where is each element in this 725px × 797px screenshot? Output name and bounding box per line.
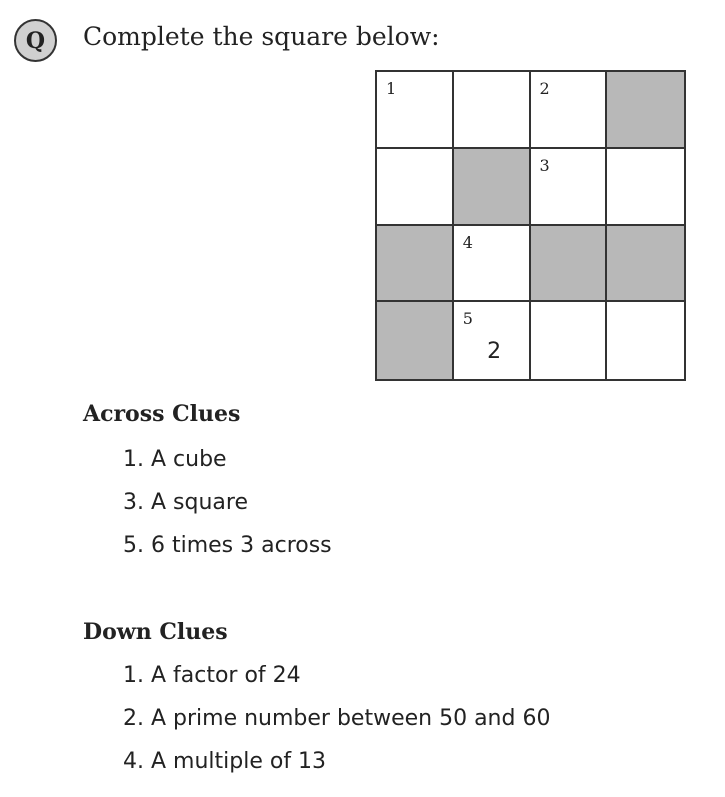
- shaded-cell: [607, 72, 684, 149]
- shaded-cell: [377, 226, 454, 303]
- across-clue-3: 3. A square: [123, 490, 248, 515]
- grid-cell[interactable]: [531, 149, 608, 226]
- grid-cell[interactable]: [607, 149, 684, 226]
- grid-cell[interactable]: [377, 149, 454, 226]
- grid-cell[interactable]: [531, 72, 608, 149]
- across-clue-5: 5. 6 times 3 across: [123, 533, 332, 558]
- across-clues-heading: Across Clues: [83, 401, 241, 427]
- cell-number: 1: [386, 79, 397, 98]
- cell-number: 4: [462, 232, 473, 252]
- down-clues-heading: Down Clues: [83, 619, 228, 645]
- across-clue-1: 1. A cube: [123, 447, 227, 472]
- cell-number: 3: [539, 155, 550, 175]
- grid-cell[interactable]: [531, 302, 608, 379]
- grid-cell[interactable]: [454, 72, 531, 149]
- grid-cell[interactable]: [454, 302, 531, 379]
- grid-cell[interactable]: [454, 226, 531, 303]
- crossnumber-grid: [375, 70, 686, 381]
- shaded-cell: [607, 226, 684, 303]
- cell-number: 5: [462, 309, 473, 329]
- cell-number: 2: [539, 79, 550, 98]
- question-badge: Q: [14, 19, 57, 62]
- down-clue-1: 1. A factor of 24: [123, 663, 301, 688]
- grid-cell[interactable]: [607, 302, 684, 379]
- question-prompt: Complete the square below:: [83, 22, 440, 51]
- down-clue-2: 2. A prime number between 50 and 60: [123, 706, 551, 731]
- shaded-cell: [377, 302, 454, 379]
- shaded-cell: [454, 149, 531, 226]
- shaded-cell: [531, 226, 608, 303]
- cell-answer: 2: [487, 339, 502, 364]
- down-clue-4: 4. A multiple of 13: [123, 749, 327, 774]
- grid-cell[interactable]: [377, 72, 454, 149]
